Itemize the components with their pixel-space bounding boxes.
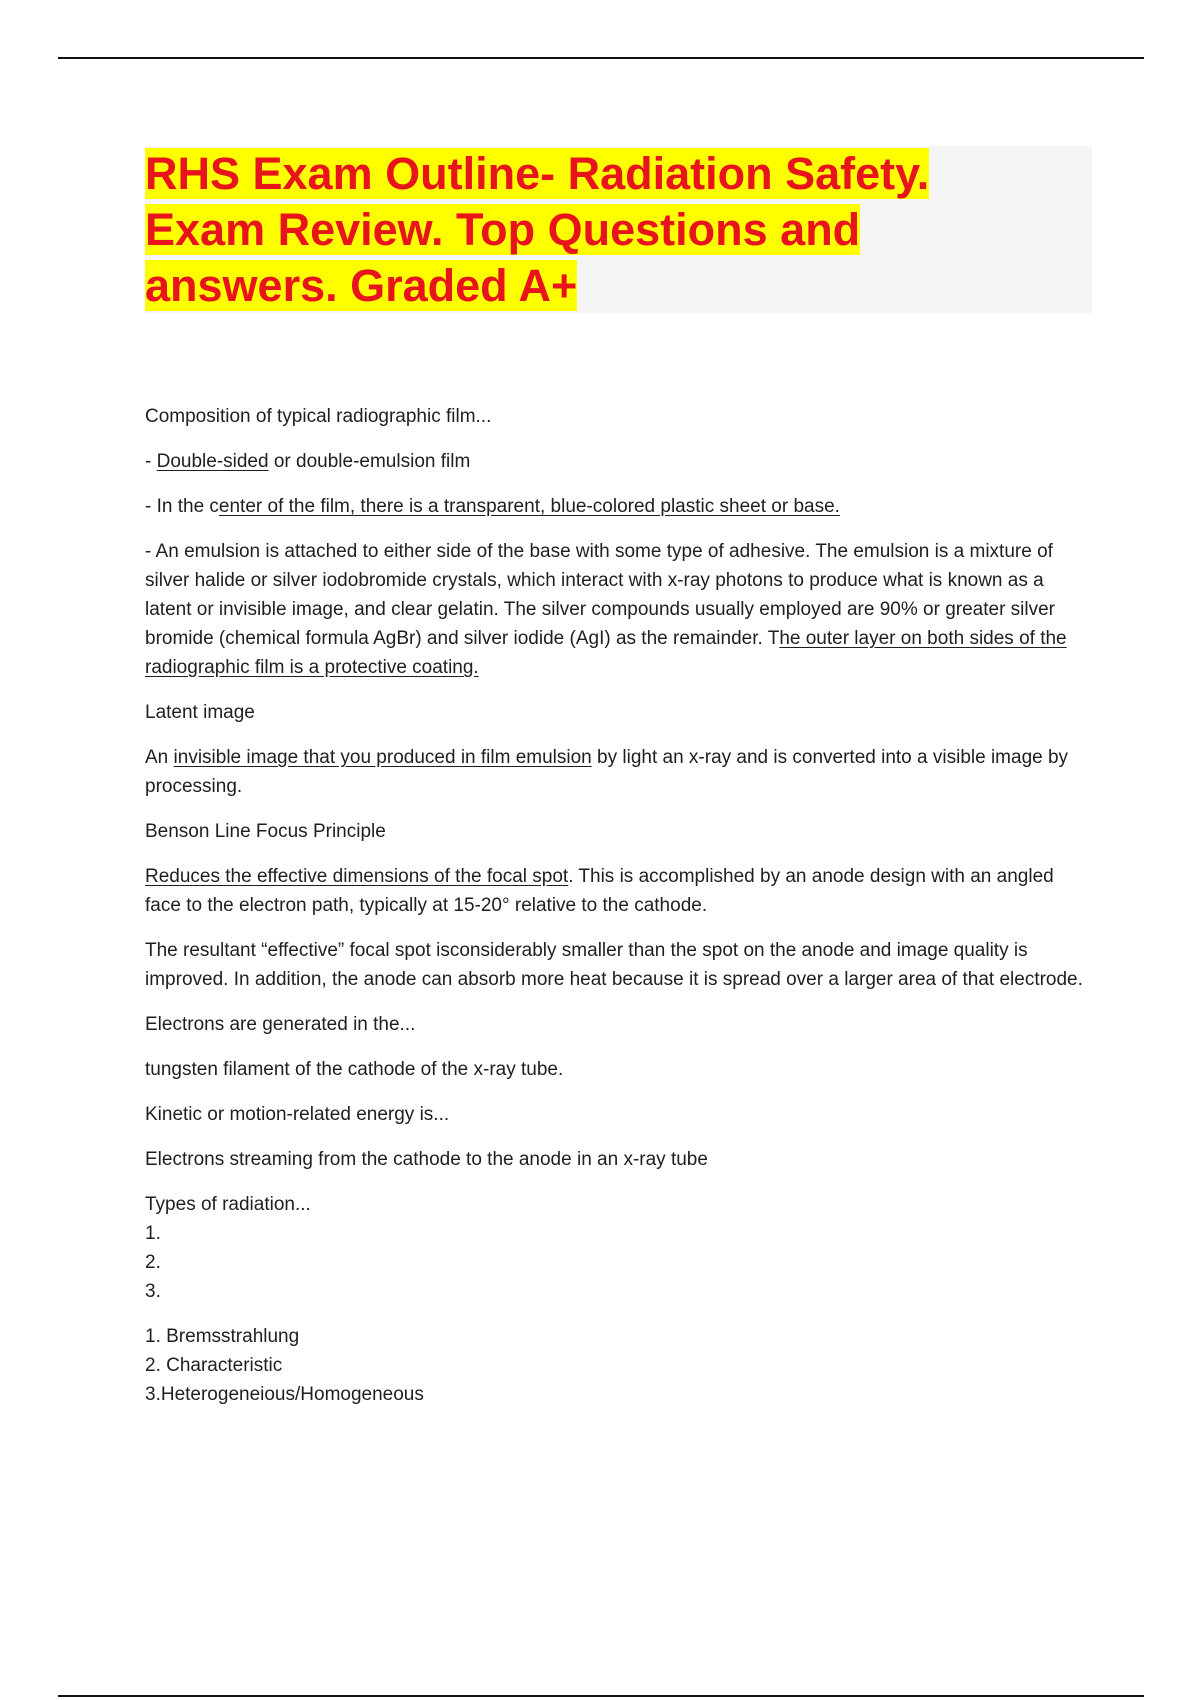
answer-emulsion xyxy=(145,537,1085,682)
list-item: 1. Bremsstrahlung xyxy=(145,1326,300,1347)
question-kinetic-energy: Kinetic or motion-related energy is... xyxy=(145,1104,450,1125)
underlined-text: enter of the film, there is a transparent, blue-colored plastic sheet or base. xyxy=(218,496,840,517)
footer-rule xyxy=(58,1695,1144,1697)
question-electrons-generated: Electrons are generated in the... xyxy=(145,1014,416,1035)
title-line-2: Exam Review. Top Questions and xyxy=(145,204,861,255)
text-span: - In the c xyxy=(145,496,219,517)
list-number: 1. xyxy=(145,1223,161,1244)
answer-latent-image xyxy=(145,743,1085,801)
underlined-text: Double-sided xyxy=(156,451,269,472)
list-number: 2. xyxy=(145,1252,161,1273)
question-benson-line-focus: Benson Line Focus Principle xyxy=(145,821,386,842)
title-line-3: answers. Graded A+ xyxy=(145,260,578,311)
answer-types-of-radiation xyxy=(145,1322,1085,1409)
text-span: - An emulsion is attached to either side of the base with some type of adhesive. The emulsion is a mixture of silver halide or silver iodobromide crystals, which interact with x-ray photons to produce what is known as a latent or invisible image, and clear gelatin. The silver compounds usually employed are 90% or greater silver bromide (chemical formula AgBr) and silver iodide (AgI) as the remainder. T xyxy=(145,541,1056,649)
text-span: Types of radiation... xyxy=(145,1194,311,1215)
text-span: . This is accomplished by an anode design with an angled face to the electron path, typically at 15-20° relative to the cathode. xyxy=(145,866,1054,916)
text-span: An xyxy=(145,747,174,768)
underlined-text: invisible image that you produced in film emulsion xyxy=(173,747,592,768)
answer-electrons-generated: tungsten filament of the cathode of the x-ray tube. xyxy=(145,1059,564,1080)
title-line-1: RHS Exam Outline- Radiation Safety. xyxy=(145,148,930,199)
answer-effective-focal-spot: The resultant “effective” focal spot isconsiderably smaller than the spot on the anode and image quality is improved. In addition, the anode can absorb more heat because it is spread over a larger area of that electrode. xyxy=(145,940,1083,990)
underlined-text: he outer layer on both sides of the radiographic film is a protective coating. xyxy=(145,628,1067,678)
question-film-composition: Composition of typical radiographic film... xyxy=(145,406,492,427)
list-number: 3. xyxy=(145,1281,161,1302)
text-span: by light an x-ray and is converted into a visible image by processing. xyxy=(145,747,1069,797)
list-item: 2. Characteristic xyxy=(145,1355,283,1376)
question-latent-image: Latent image xyxy=(145,702,255,723)
document-body xyxy=(145,402,1085,1425)
question-types-of-radiation xyxy=(145,1190,1085,1306)
header-rule xyxy=(58,57,1144,59)
answer-kinetic-energy: Electrons streaming from the cathode to the anode in an x-ray tube xyxy=(145,1149,708,1170)
document-title xyxy=(145,146,1092,314)
answer-benson-line-focus xyxy=(145,862,1085,920)
underlined-text: Reduces the effective dimensions of the focal spot xyxy=(145,866,569,887)
list-item: 3.Heterogeneious/Homogeneous xyxy=(145,1384,424,1405)
answer-double-sided xyxy=(145,447,1085,476)
title-box xyxy=(145,146,1092,313)
answer-film-base xyxy=(145,492,1085,521)
text-span: - xyxy=(145,451,157,472)
text-span: or double-emulsion film xyxy=(268,451,471,472)
